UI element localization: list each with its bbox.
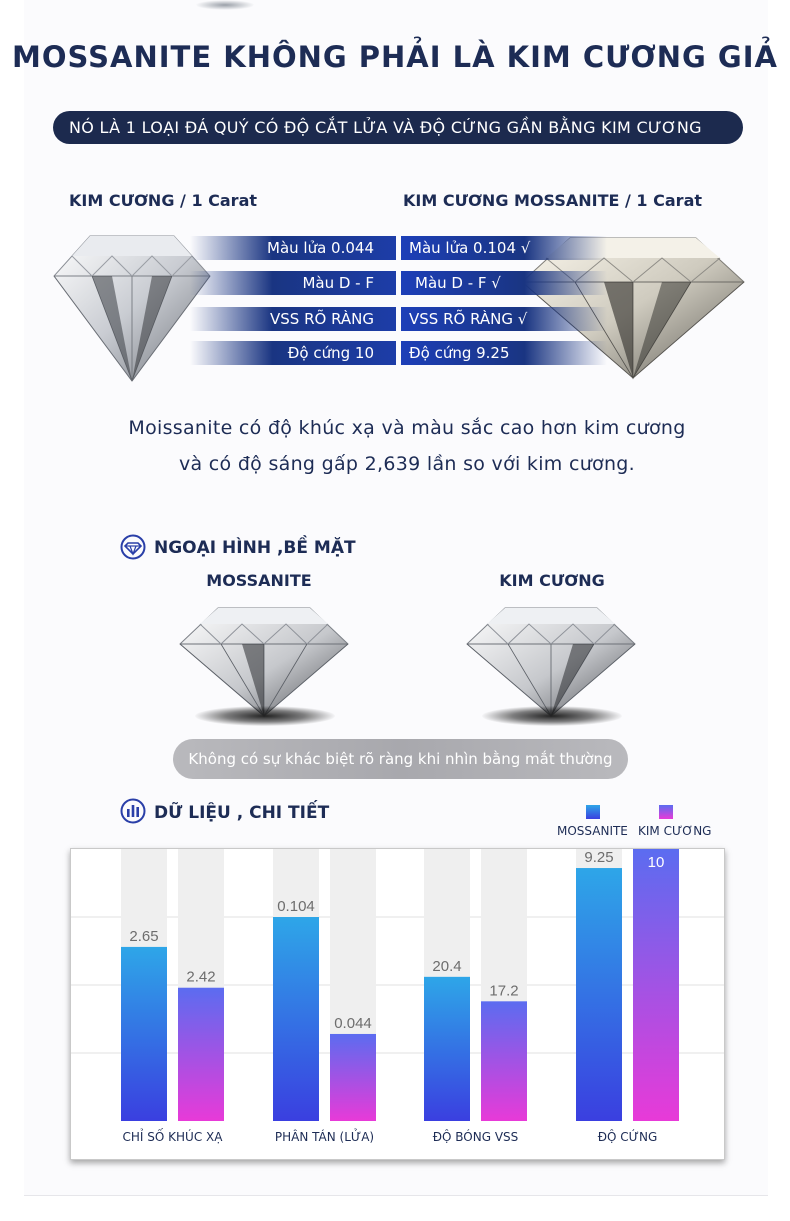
data-label: 17.2 <box>489 982 519 1000</box>
legend-label-moissanite: MOSSANITE <box>557 824 628 838</box>
legend-swatch-moissanite <box>586 805 600 819</box>
bar-moissanite <box>576 868 622 1121</box>
data-label: 0.044 <box>334 1014 372 1032</box>
category-label: CHỈ SỐ KHÚC XẠ <box>122 1130 223 1144</box>
page-title: MOSSANITE KHÔNG PHẢI LÀ KIM CƯƠNG GIẢ <box>12 40 778 74</box>
diamond-hardness-row: Độ cứng 10 <box>190 341 396 365</box>
bar-moissanite <box>424 977 470 1121</box>
bar-diamond <box>633 849 679 1121</box>
data-label: 9.25 <box>584 849 614 867</box>
appearance-title: NGOẠI HÌNH ,BỀ MẶT <box>154 538 356 558</box>
description-line-1: Moissanite có độ khúc xạ và màu sắc cao hơn kim cương <box>128 417 686 439</box>
data-label: 20.4 <box>432 957 462 975</box>
data-title: DỮ LIỆU , CHI TIẾT <box>154 803 330 823</box>
data-label: 10 <box>647 854 665 871</box>
diamond-small-gem <box>465 602 637 720</box>
top-decoration <box>195 0 255 10</box>
data-label: 2.42 <box>186 968 216 986</box>
moissanite-hardness-row: Độ cứng 9.25 <box>401 341 607 365</box>
data-label: 0.104 <box>277 898 315 915</box>
bar-diamond <box>330 1034 376 1121</box>
category-label: ĐỘ CỨNG <box>597 1130 658 1144</box>
moissanite-label: KIM CƯƠNG MOSSANITE / 1 Carat <box>403 191 703 210</box>
chart-svg <box>71 849 724 1159</box>
legend-swatch-diamond <box>659 805 673 819</box>
diamond-gem-image <box>52 226 212 386</box>
comparison-bar-chart <box>70 848 725 1160</box>
bar-moissanite <box>273 917 319 1121</box>
appearance-note: Không có sự khác biệt rõ ràng khi nhìn bằng mắt thường <box>173 739 628 779</box>
diamond-gem-shadow <box>482 706 622 726</box>
category-label: ĐỘ BÓNG VSS <box>432 1130 519 1144</box>
moissanite-small-gem <box>178 602 350 720</box>
diamond-clarity-row: VSS RÕ RÀNG <box>190 307 396 331</box>
moissanite-fire-row: Màu lửa 0.104 √ <box>401 236 607 260</box>
diamond-color-row: Màu D - F <box>190 271 396 295</box>
moissanite-color-row: Màu D - F √ <box>401 271 607 295</box>
bar-moissanite <box>121 947 167 1121</box>
diamond-label: KIM CƯƠNG / 1 Carat <box>69 191 258 210</box>
diamond-fire-row: Màu lửa 0.044 <box>190 236 396 260</box>
subtitle-banner: NÓ LÀ 1 LOẠI ĐÁ QUÝ CÓ ĐỘ CẮT LỬA VÀ ĐỘ CỨNG GẦN BẰNG KIM CƯƠNG <box>53 111 743 144</box>
category-label: PHÂN TÁN (LỬA) <box>274 1130 375 1144</box>
data-label: 2.65 <box>129 927 159 945</box>
description-line-2: và có độ sáng gấp 2,639 lần so với kim cương. <box>178 453 636 475</box>
bar-chart-circle-icon <box>120 798 146 824</box>
diamond-circle-icon <box>120 534 146 560</box>
appearance-label-moissanite: MOSSANITE <box>206 571 312 590</box>
bar-diamond <box>178 988 224 1121</box>
moissanite-clarity-row: VSS RÕ RÀNG √ <box>401 307 607 331</box>
bar-diamond <box>481 1001 527 1121</box>
moissanite-gem-shadow <box>195 706 335 726</box>
legend-label-diamond: KIM CƯƠNG <box>638 824 712 838</box>
appearance-label-diamond: KIM CƯƠNG <box>499 571 605 590</box>
